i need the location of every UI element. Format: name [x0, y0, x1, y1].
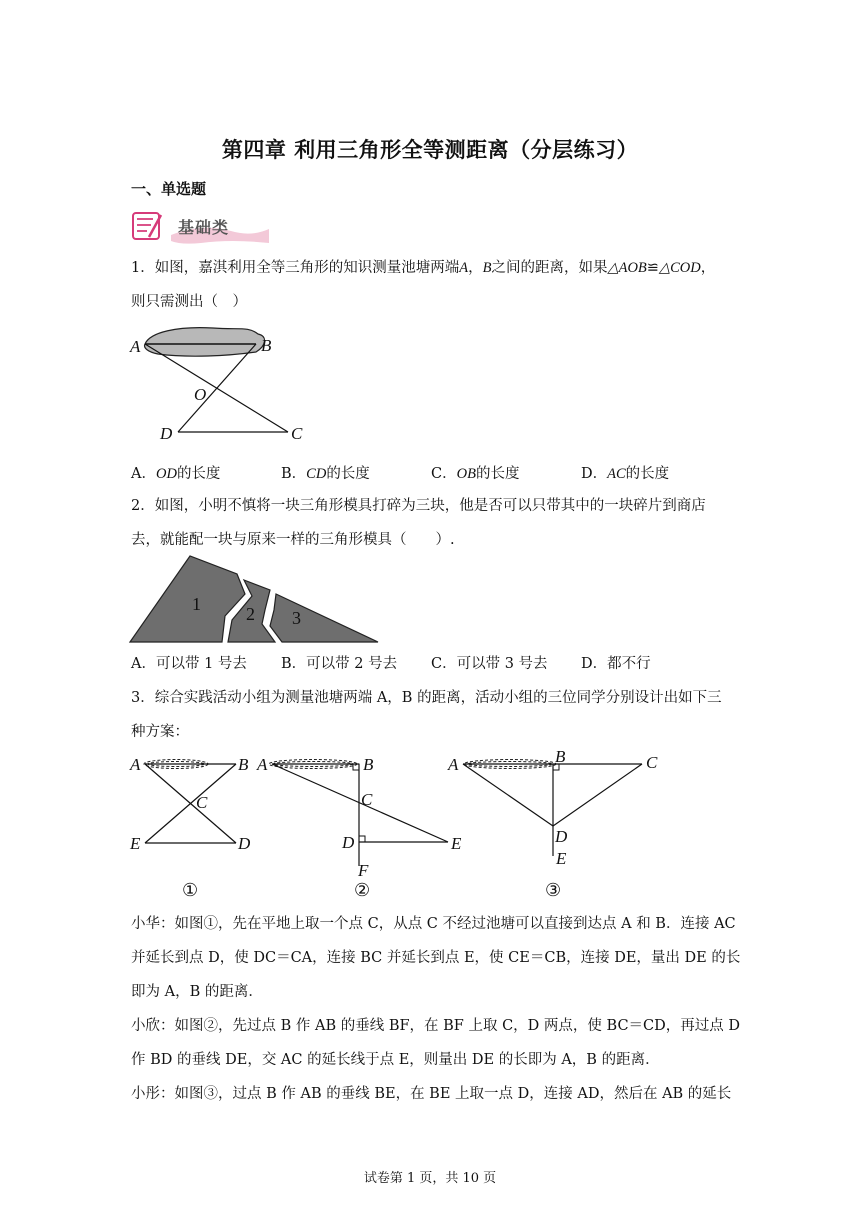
q3-figure-2 — [255, 748, 470, 903]
q3-figure-3 — [446, 748, 676, 903]
svg-text:E: E — [556, 849, 567, 868]
q3-xiaohua-line3: 即为 A，B 的距离． — [131, 984, 263, 1000]
q3-xiaoxin-line2: 作 BD 的垂线 DE，交 AC 的延长线于点 E，则量出 DE 的长即为 A，B 的距离． — [131, 1052, 660, 1068]
svg-text:C: C — [196, 793, 208, 812]
svg-text:B: B — [238, 755, 249, 774]
q2-figure — [130, 554, 380, 644]
q2-line1: 2．如图，小明不慎将一块三角形模具打碎为三块，他是否可以只带其中的一块碎片到商店 — [131, 498, 706, 514]
svg-text:D: D — [555, 827, 568, 846]
svg-text:A: A — [130, 755, 141, 774]
q2-option-c[interactable]: C．可以带 3 号去 — [431, 656, 548, 672]
q1-line2: 则只需测出（ ） — [131, 294, 247, 310]
svg-text:1: 1 — [192, 594, 201, 614]
svg-text:③: ③ — [545, 880, 562, 900]
svg-text:A: A — [448, 755, 459, 774]
q2-option-d[interactable]: D．都不行 — [581, 656, 651, 672]
q2-option-b[interactable]: B．可以带 2 号去 — [281, 656, 398, 672]
q3-xiaohua-line1: 小华：如图①，先在平地上取一个点 C，从点 C 不经过池塘可以直接到达点 A 和 B．连接 AC — [131, 916, 736, 932]
pond-shape — [145, 328, 265, 357]
page-title: 第四章 利用三角形全等测距离（分层练习） — [221, 137, 639, 162]
q3-xiaotong-line1: 小彤：如图③，过点 B 作 AB 的垂线 BE，在 BE 上取一点 D，连接 AD，然后在 AB 的延长 — [131, 1086, 732, 1102]
svg-text:O: O — [194, 385, 207, 404]
q1-option-d[interactable]: D．AC的长度 — [581, 466, 670, 482]
svg-text:E: E — [130, 834, 141, 853]
svg-text:C: C — [361, 790, 373, 809]
piece-3 — [270, 594, 378, 642]
svg-text:B: B — [363, 755, 374, 774]
svg-text:C: C — [646, 753, 658, 772]
q3-xiaohua-line2: 并延长到点 D，使 DC＝CA，连接 BC 并延长到点 E，使 CE＝CB，连接 DE，量出 DE 的长 — [131, 950, 741, 966]
svg-text:①: ① — [182, 880, 199, 900]
q3-figure-1 — [128, 748, 258, 903]
svg-text:A: A — [130, 337, 141, 356]
svg-text:D: D — [342, 833, 355, 852]
svg-text:A: A — [257, 755, 268, 774]
q3-xiaoxin-line1: 小欣：如图②，先过点 B 作 AB 的垂线 BF，在 BF 上取 C，D 两点，使 BC＝CD，再过点 D — [131, 1018, 740, 1034]
badge-label: 基础类 — [178, 218, 230, 237]
q1-line1: 1．如图，嘉淇利用全等三角形的知识测量池塘两端A，B之间的距离，如果△AOB≌△COD， — [131, 260, 716, 276]
svg-text:E: E — [451, 834, 462, 853]
svg-text:B: B — [555, 747, 566, 766]
page-footer: 试卷第 1 页，共 10 页 — [363, 1171, 497, 1186]
q1-figure — [128, 322, 328, 446]
svg-text:2: 2 — [246, 604, 255, 624]
q3-line1: 3．综合实践活动小组为测量池塘两端 A，B 的距离，活动小组的三位同学分别设计出如下三 — [131, 690, 722, 706]
q1-option-b[interactable]: B．CD的长度 — [281, 466, 370, 482]
piece-1 — [130, 556, 245, 642]
section-heading: 一、单选题 — [131, 180, 207, 198]
svg-text:B: B — [261, 336, 272, 355]
svg-text:D: D — [238, 834, 251, 853]
svg-text:②: ② — [354, 880, 371, 900]
svg-text:3: 3 — [292, 608, 301, 628]
q2-option-a[interactable]: A．可以带 1 号去 — [131, 656, 247, 672]
svg-text:D: D — [160, 424, 173, 443]
q1-option-c[interactable]: C．OB的长度 — [431, 466, 520, 482]
q2-line2: 去，就能配一块与原来一样的三角形模具（ ）. — [131, 532, 455, 548]
q3-line2: 种方案： — [131, 724, 189, 740]
svg-text:F: F — [358, 861, 369, 880]
q1-option-a[interactable]: A．OD的长度 — [131, 466, 221, 482]
svg-text:C: C — [291, 424, 303, 443]
